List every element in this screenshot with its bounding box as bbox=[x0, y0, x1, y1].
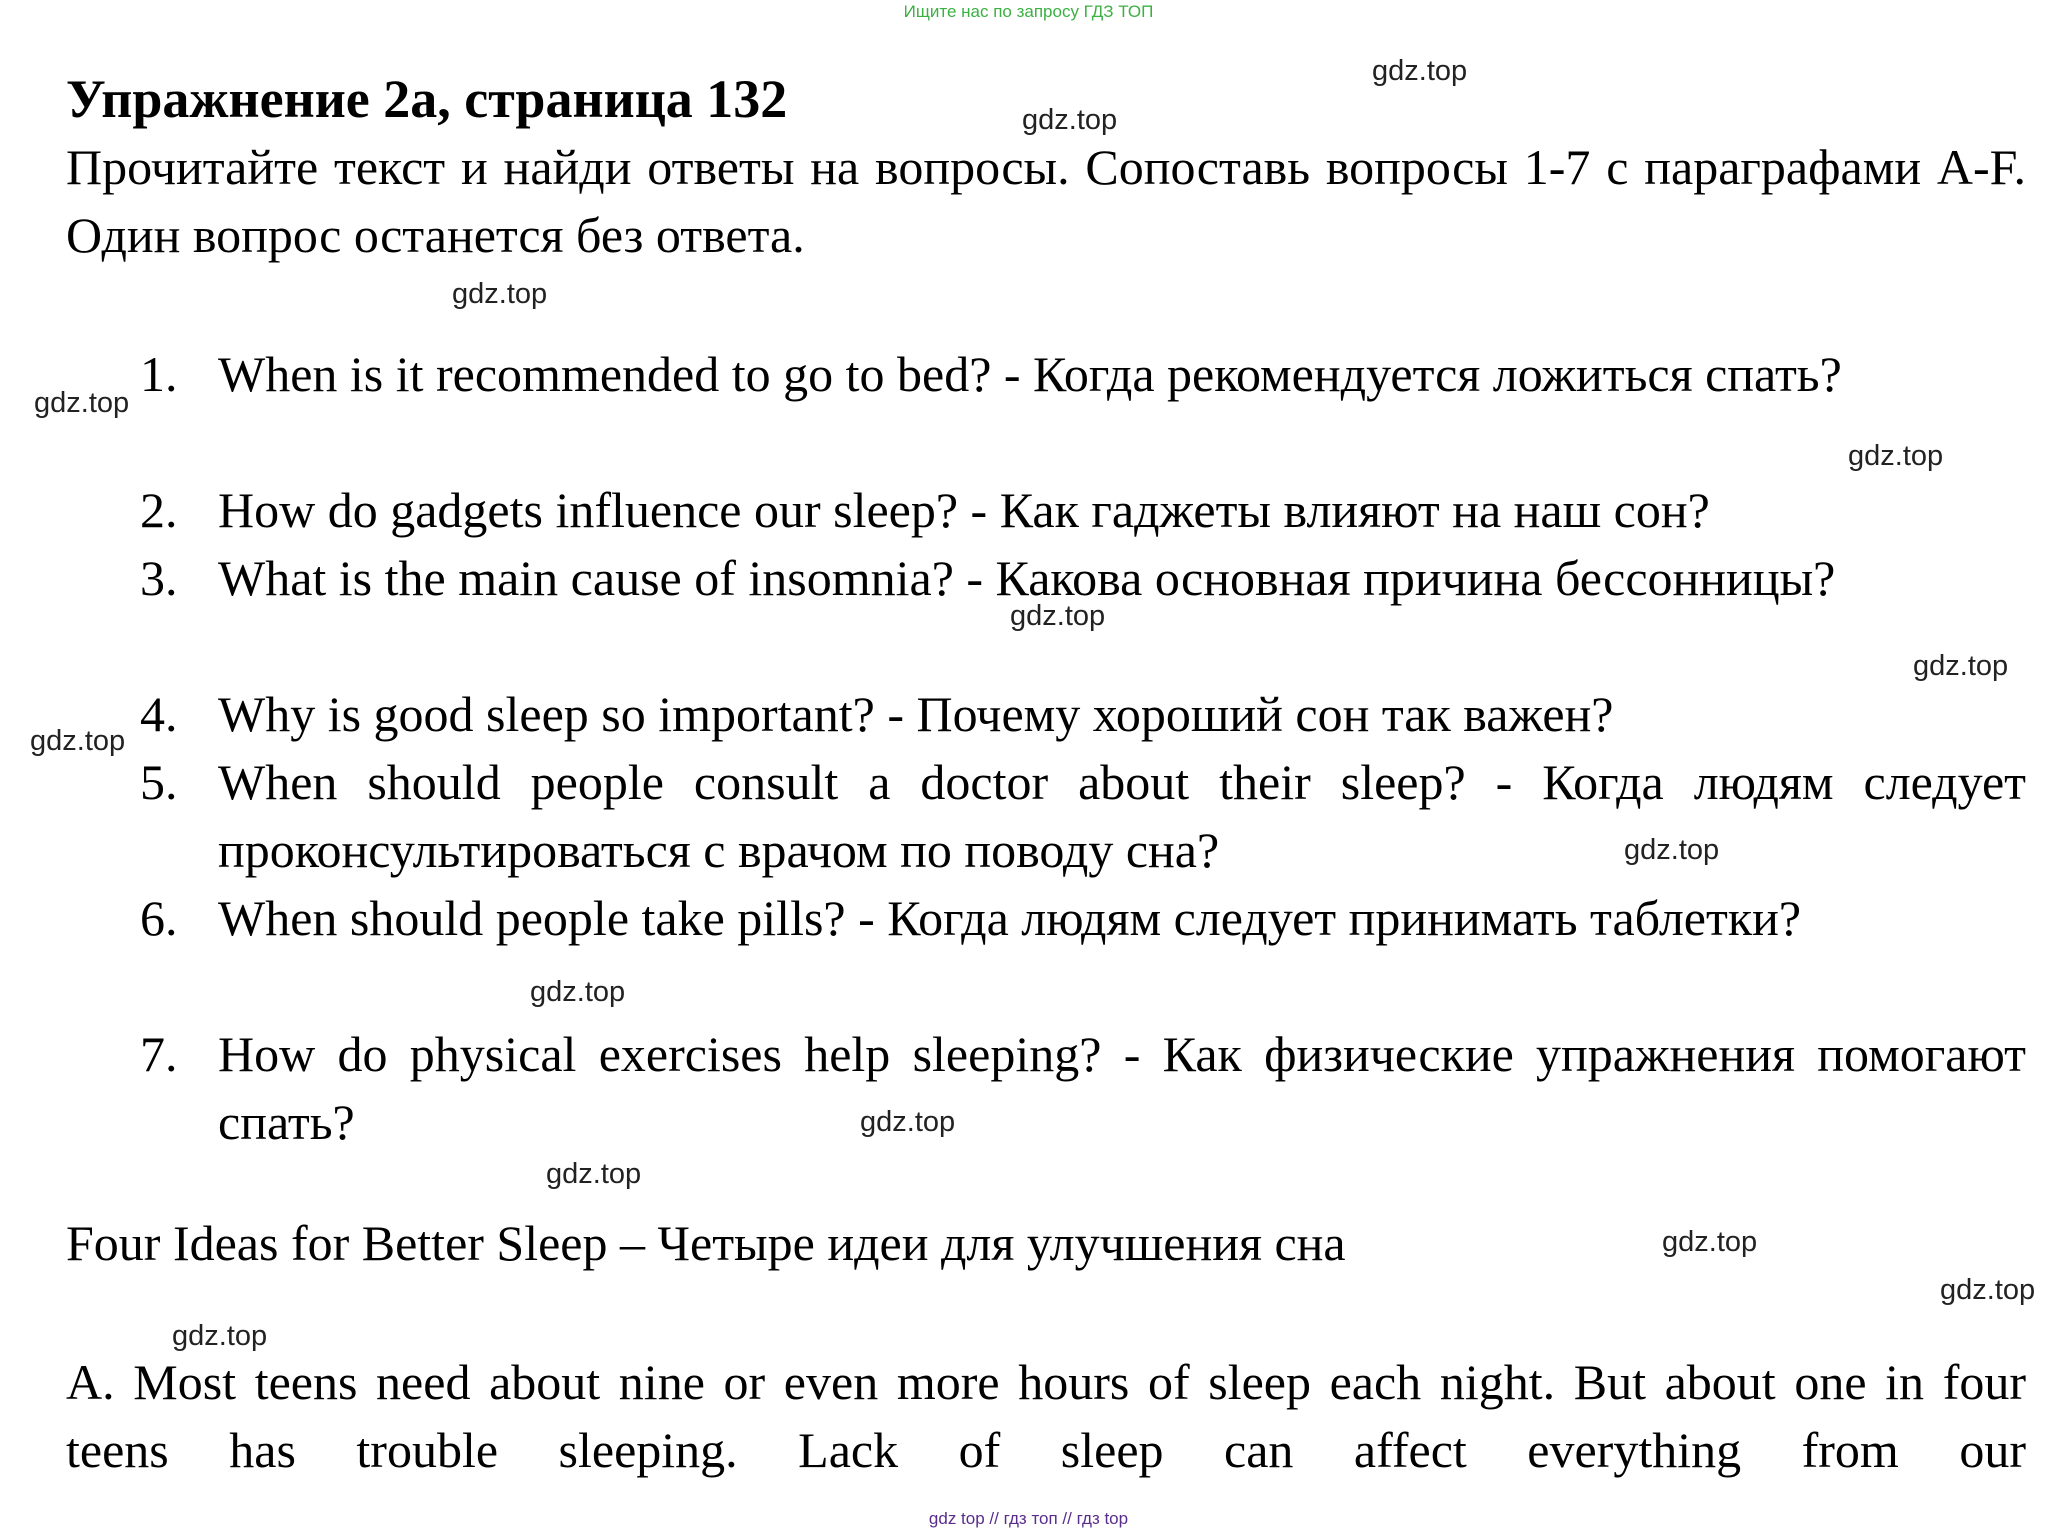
question-number: 3. bbox=[140, 550, 178, 606]
question-item bbox=[140, 680, 2026, 748]
page-title: Упражнение 2а, страница 132 bbox=[66, 69, 788, 129]
question-item bbox=[140, 476, 2026, 544]
question-text: When should people take pills? - Когда людям следует принимать таблетки? bbox=[218, 890, 1802, 946]
question-item bbox=[140, 1020, 2026, 1156]
question-number: 5. bbox=[140, 754, 178, 810]
watermark: gdz.top bbox=[30, 725, 126, 757]
question-item bbox=[140, 884, 2026, 952]
instruction-text: Прочитайте текст и найди ответы на вопросы. Сопоставь вопросы 1-7 с параграфами A-F. Один вопрос останется без ответа. bbox=[66, 139, 2026, 263]
watermark: gdz.top bbox=[530, 976, 626, 1008]
watermark: gdz.top bbox=[34, 387, 130, 419]
watermark: gdz.top bbox=[1022, 104, 1118, 136]
watermark: gdz.top bbox=[1848, 440, 1944, 472]
footer-note: gdz top // гдз топ // гдз top bbox=[928, 1509, 1129, 1528]
watermark: gdz.top bbox=[1372, 55, 1468, 87]
question-text: When is it recommended to go to bed? - Когда рекомендуется ложиться спать? bbox=[218, 346, 1842, 402]
article-subtitle: Four Ideas for Better Sleep – Четыре идеи для улучшения сна bbox=[66, 1215, 1346, 1271]
question-text: How do physical exercises help sleeping? - Как физические упражнения помогают спать? bbox=[218, 1026, 2026, 1150]
question-number: 6. bbox=[140, 890, 178, 946]
watermark: gdz.top bbox=[1624, 834, 1720, 866]
question-number: 2. bbox=[140, 482, 178, 538]
question-text: When should people consult a doctor about their sleep? - Когда людям следует проконсультироваться с врачом по поводу сна? bbox=[218, 754, 2026, 878]
watermark: gdz.top bbox=[546, 1158, 642, 1190]
question-number: 4. bbox=[140, 686, 178, 742]
question-item bbox=[140, 748, 2026, 884]
question-text: What is the main cause of insomnia? - Какова основная причина бессонницы? bbox=[218, 550, 1836, 606]
watermark: gdz.top bbox=[860, 1106, 956, 1138]
question-text: How do gadgets influence our sleep? - Как гаджеты влияют на наш сон? bbox=[218, 482, 1710, 538]
question-number: 7. bbox=[140, 1026, 178, 1082]
question-text: Why is good sleep so important? - Почему хороший сон так важен? bbox=[218, 686, 1614, 742]
watermark: gdz.top bbox=[1940, 1274, 2036, 1306]
watermark: gdz.top bbox=[172, 1320, 268, 1352]
watermark: gdz.top bbox=[1913, 650, 2009, 682]
header-note: Ищите нас по запросу ГДЗ ТОП bbox=[903, 2, 1154, 21]
question-item bbox=[140, 340, 2026, 408]
watermark: gdz.top bbox=[452, 278, 548, 310]
question-number: 1. bbox=[140, 346, 178, 402]
watermark: gdz.top bbox=[1662, 1226, 1758, 1258]
paragraph-a: A. Most teens need about nine or even more hours of sleep each night. But about one in four teens has trouble sleeping. Lack of sleep can affect everything from our bbox=[66, 1354, 2026, 1478]
watermark: gdz.top bbox=[1010, 600, 1106, 632]
